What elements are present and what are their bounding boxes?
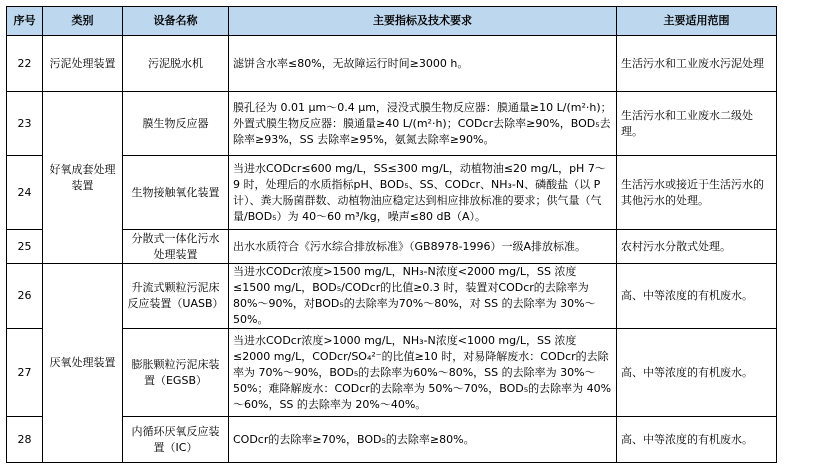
row-device: 膨胀颗粒污泥床装置（EGSB） [123, 329, 229, 417]
row-category-merged: 厌氧处理装置 [43, 264, 123, 463]
row-spec: 当进水CODcr浓度>1500 mg/L，NH₃-N浓度<2000 mg/L，SS 浓度≤1500 mg/L，BOD₅/CODcr的比值≥0.3 时，装置对CODcr的去除率为 80%～90%，对BOD₅的去除率为70%～80%，对 SS 的去除率为 30%～50%。 [229, 264, 617, 329]
table-row [7, 36, 777, 92]
row-category-merged: 好氧成套处理装置 [43, 92, 123, 264]
row-no: 23 [7, 92, 43, 156]
row-scope: 农村污水分散式处理。 [617, 230, 777, 264]
row-device: 生物接触氧化装置 [123, 156, 229, 230]
table-row [7, 329, 777, 417]
row-spec: 出水水质符合《污水综合排放标准》（GB8978-1996）一级A排放标准。 [229, 230, 617, 264]
row-spec: 当进水CODcr浓度>1000 mg/L，NH₃-N浓度<1000 mg/L，SS 浓度≤2000 mg/L，CODcr/SO₄²⁻的比值≥10 时，对易降解废水：CODcr的去除率为 70%～90%，BOD₅的去除率为60%～80%，SS 的去除率为 30%～50%；难降解废水：CODcr的去除率为 50%～70%，BOD₅的去除率为 40%～60%，SS 的去除率为 20%～40%。 [229, 329, 617, 417]
row-spec: 当进水CODcr≤600 mg/L，SS≤300 mg/L，动植物油≤20 mg/L，pH 7～9 时，处理后的水质指标pH、BOD₅、SS、CODcr、NH₃-N、磷酸盐（以 P 计）、粪大肠菌群数、动植物油应稳定达到相应排放标准的要求；供气量（气量/BOD₅）为 40～60 m³/kg，噪声≤80 dB（A）。 [229, 156, 617, 230]
row-category: 污泥处理装置 [43, 36, 123, 92]
header-scope: 主要适用范围 [617, 7, 777, 36]
row-no: 22 [7, 36, 43, 92]
row-spec: CODcr的去除率≥70%，BOD₅的去除率≥80%。 [229, 417, 617, 463]
header-no: 序号 [7, 7, 43, 36]
row-scope: 生活污水和工业废水污泥处理 [617, 36, 777, 92]
header-spec: 主要指标及技术要求 [229, 7, 617, 36]
row-device: 污泥脱水机 [123, 36, 229, 92]
row-no: 24 [7, 156, 43, 230]
header-row [7, 7, 777, 36]
row-scope: 高、中等浓度的有机废水。 [617, 417, 777, 463]
row-no: 25 [7, 230, 43, 264]
row-no: 27 [7, 329, 43, 417]
row-device: 膜生物反应器 [123, 92, 229, 156]
row-device: 分散式一体化污水处理装置 [123, 230, 229, 264]
row-device: 内循环厌氧反应装置（IC） [123, 417, 229, 463]
row-scope: 高、中等浓度的有机废水。 [617, 264, 777, 329]
table-row [7, 264, 777, 329]
row-device: 升流式颗粒污泥床反应装置（UASB） [123, 264, 229, 329]
table-row [7, 156, 777, 230]
row-spec: 膜孔径为 0.01 μm～0.4 μm，浸没式膜生物反应器：膜通量≥10 L/(m²·h)；外置式膜生物反应器：膜通量≥40 L/(m²·h)；CODcr去除率≥90%，BOD₅去除率≥93%，SS 去除率≥95%，氨氮去除率≥90%。 [229, 92, 617, 156]
row-spec: 滤饼含水率≤80%，无故障运行时间≥3000 h。 [229, 36, 617, 92]
spec-table-wrapper [6, 6, 777, 463]
table-row [7, 417, 777, 463]
row-scope: 生活污水和工业废水二级处理。 [617, 92, 777, 156]
table-row [7, 92, 777, 156]
row-no: 26 [7, 264, 43, 329]
header-category: 类别 [43, 7, 123, 36]
equipment-spec-table [6, 6, 777, 463]
row-scope: 高、中等浓度的有机废水。 [617, 329, 777, 417]
table-row [7, 230, 777, 264]
row-no: 28 [7, 417, 43, 463]
row-scope: 生活污水或接近于生活污水的其他污水的处理。 [617, 156, 777, 230]
header-device: 设备名称 [123, 7, 229, 36]
